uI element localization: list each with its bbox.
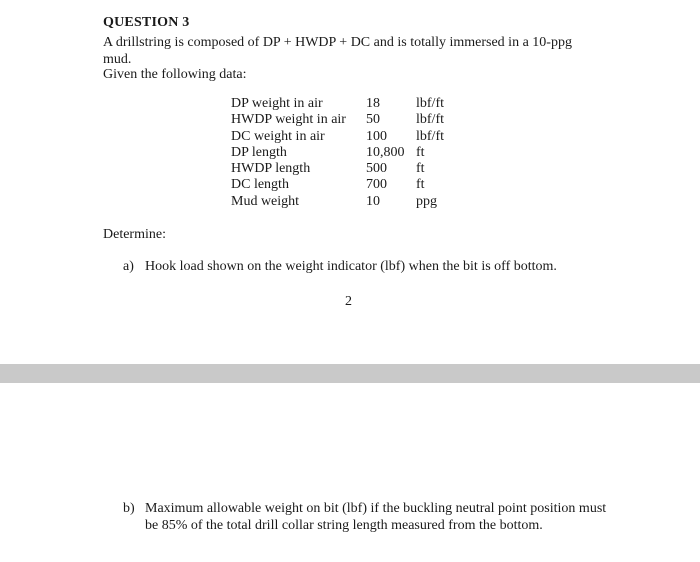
row-value: 100	[366, 128, 387, 144]
part-a	[123, 259, 557, 275]
row-unit: lbf/ft	[416, 96, 444, 111]
table-row	[231, 112, 476, 128]
row-label: HWDP length	[231, 161, 311, 177]
row-value: 500	[366, 161, 387, 177]
row-unit: ft	[416, 161, 425, 177]
determine-heading: Determine:	[103, 227, 166, 242]
row-value: 50	[366, 112, 380, 128]
given-data-heading: Given the following data:	[103, 67, 247, 82]
table-row	[231, 161, 476, 177]
page-number: 2	[345, 294, 352, 309]
part-b	[123, 500, 615, 534]
table-row	[231, 129, 476, 145]
part-b-marker: b)	[123, 501, 135, 516]
row-value: 10,800	[366, 144, 405, 160]
table-row	[231, 145, 476, 161]
row-unit: ft	[416, 144, 425, 160]
row-value: 18	[366, 96, 380, 111]
part-b-text: Maximum allowable weight on bit (lbf) if the buckling neutral point position must be 85% of the total drill collar string length measured from the bottom.	[145, 501, 607, 533]
page-bottom	[0, 383, 700, 562]
table-row	[231, 194, 476, 210]
row-value: 700	[366, 177, 387, 193]
row-label: HWDP weight in air	[231, 112, 346, 128]
question-title: QUESTION 3	[103, 15, 190, 30]
row-unit: ft	[416, 177, 425, 193]
row-label: DP weight in air	[231, 96, 323, 111]
table-row	[231, 96, 476, 112]
row-label: DP length	[231, 144, 287, 160]
row-label: DC length	[231, 177, 289, 193]
row-label: DC weight in air	[231, 128, 325, 144]
page-divider	[0, 364, 700, 383]
given-data-table	[231, 96, 476, 210]
part-a-text: Hook load shown on the weight indicator (lbf) when the bit is off bottom.	[145, 259, 557, 274]
row-unit: lbf/ft	[416, 112, 444, 128]
row-value: 10	[366, 193, 380, 209]
row-unit: ppg	[416, 193, 437, 209]
table-row	[231, 177, 476, 193]
part-a-marker: a)	[123, 259, 134, 274]
question-intro: A drillstring is composed of DP + HWDP + DC and is totally immersed in a 10-ppg mud.	[103, 35, 572, 67]
row-unit: lbf/ft	[416, 128, 444, 144]
row-label: Mud weight	[231, 193, 300, 209]
